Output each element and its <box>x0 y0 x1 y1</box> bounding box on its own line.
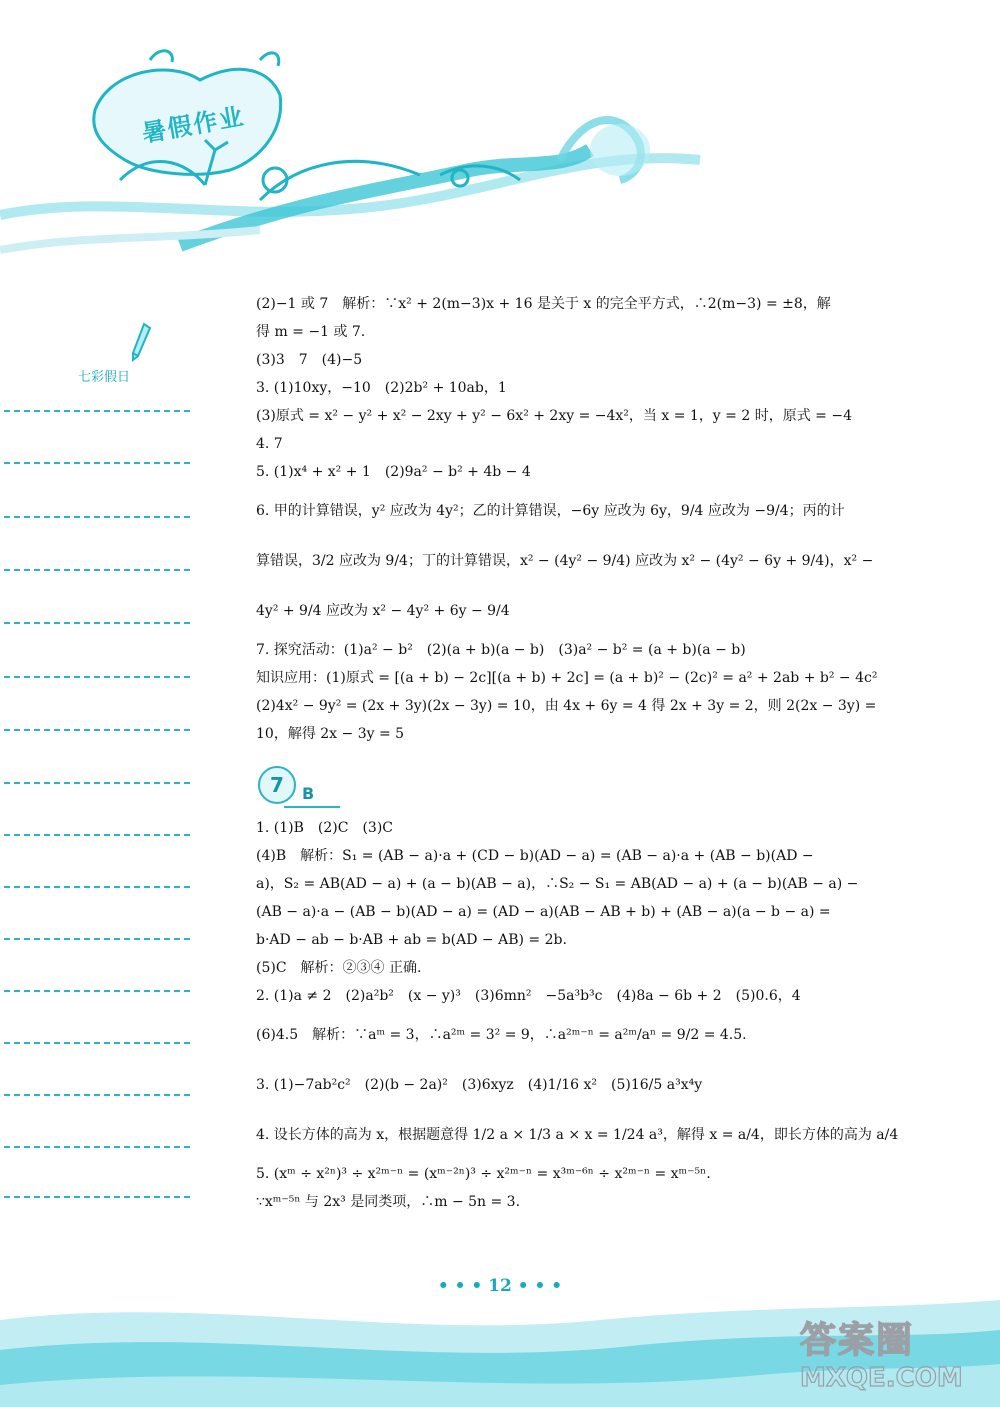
answer-line: (2)−1 或 7 解析：∵x² + 2(m−3)x + 16 是关于 x 的完全平方式，∴2(m−3) = ±8，解 <box>256 296 831 312</box>
answer-line: 6. 甲的计算错误，y² 应改为 4y²；乙的计算错误，−6y 应改为 6y，9/4 应改为 −9/4；丙的计 <box>256 503 845 519</box>
writing-line <box>4 1094 190 1096</box>
pen-icon <box>130 322 152 362</box>
writing-line <box>4 1146 190 1148</box>
writing-line <box>4 622 190 624</box>
writing-line <box>4 516 190 518</box>
answer-line: 4. 设长方体的高为 x，根据题意得 1/2 a × 1/3 a × x = 1/24 a³，解得 x = a/4，即长方体的高为 a/4 <box>256 1127 899 1143</box>
sidebar-label: 七彩假日 <box>78 370 131 385</box>
answer-line: 1. (1)B (2)C (3)C <box>256 820 394 836</box>
answer-line: (4)B 解析：S₁ = (AB − a)·a + (CD − b)(AD − a) = (AB − a)·a + (AB − b)(AD − <box>256 848 814 864</box>
watermark-top: 答案圈 <box>800 1320 915 1361</box>
answer-line: (AB − a)·a − (AB − b)(AD − a) = (AD − a)(AB − AB + b) + (AB − a)(a − b − a) = <box>256 904 831 920</box>
writing-line <box>4 1042 190 1044</box>
answer-line: ∵xᵐ⁻⁵ⁿ 与 2x³ 是同类项，∴m − 5n = 3. <box>256 1194 521 1210</box>
answer-line: 算错误，3/2 应改为 9/4；丁的计算错误，x² − (4y² − 9/4) 应改为 x² − (4y² − 6y + 9/4)，x² − <box>256 553 874 569</box>
answer-line: 4y² + 9/4 应改为 x² − 4y² + 6y − 9/4 <box>256 603 510 619</box>
answer-line: (5)C 解析：②③④ 正确. <box>256 960 422 976</box>
badge-title: 暑假作业 <box>139 101 248 148</box>
answer-line: 3. (1)10xy，−10 (2)2b² + 10ab，1 <box>256 380 507 396</box>
writing-line <box>4 410 190 412</box>
writing-line <box>4 729 190 731</box>
answer-line: 5. (xᵐ ÷ x²ⁿ)³ ÷ x²ᵐ⁻ⁿ = (xᵐ⁻²ⁿ)³ ÷ x²ᵐ⁻ⁿ = x³ᵐ⁻⁶ⁿ ÷ x²ᵐ⁻ⁿ = xᵐ⁻⁵ⁿ. <box>256 1166 711 1182</box>
answer-line: 知识应用：(1)原式 = [(a + b) − 2c][(a + b) + 2c] = (a + b)² − (2c)² = a² + 2ab + b² − 4c² <box>256 670 878 686</box>
section-underline <box>284 806 340 808</box>
page-number: • • • 12 • • • <box>437 1276 563 1296</box>
answer-line: 4. 7 <box>256 436 283 452</box>
writing-line <box>4 834 190 836</box>
section-letter: B <box>302 784 315 803</box>
writing-line <box>4 938 190 940</box>
section-header <box>258 764 338 808</box>
watermark-logo <box>800 1312 990 1402</box>
section-number: 7 <box>258 766 296 804</box>
watermark-bottom: MXQE.COM <box>800 1363 963 1393</box>
answer-line: a)，S₂ = AB(AD − a) + (a − b)(AB − a)，∴S₂ − S₁ = AB(AD − a) + (a − b)(AB − a) − <box>256 876 859 892</box>
writing-line <box>4 569 190 571</box>
answer-line: b·AD − ab − b·AB + ab = b(AD − AB) = 2b. <box>256 932 567 948</box>
answer-line: 3. (1)−7ab²c² (2)(b − 2a)² (3)6xyz (4)1/16 x² (5)16/5 a³x⁴y <box>256 1077 703 1093</box>
answer-line: (3)3 7 (4)−5 <box>256 352 363 368</box>
writing-line <box>4 676 190 678</box>
answer-line: 2. (1)a ≠ 2 (2)a²b² (x − y)³ (3)6mn² −5a³b³c (4)8a − 6b + 2 (5)0.6，4 <box>256 988 801 1004</box>
answer-line: (6)4.5 解析：∵aᵐ = 3，∴a²ᵐ = 3² = 9，∴a²ᵐ⁻ⁿ = a²ᵐ/aⁿ = 9/2 = 4.5. <box>256 1027 747 1043</box>
answers-top <box>256 290 886 748</box>
writing-line <box>4 990 190 992</box>
answer-line: (2)4x² − 9y² = (2x + 3y)(2x − 3y) = 10，由 4x + 6y = 4 得 2x + 3y = 2，则 2(2x − 3y) = <box>256 698 877 714</box>
answer-line: 10，解得 2x − 3y = 5 <box>256 726 405 742</box>
writing-line <box>4 1196 190 1198</box>
writing-line <box>4 462 190 464</box>
answer-line: (3)原式 = x² − y² + x² − 2xy + y² − 6x² + 2xy = −4x²，当 x = 1，y = 2 时，原式 = −4 <box>256 408 852 424</box>
answers-bottom <box>256 814 899 1216</box>
writing-line <box>4 782 190 784</box>
answer-line: 5. (1)x⁴ + x² + 1 (2)9a² − b² + 4b − 4 <box>256 464 531 480</box>
answer-line: 得 m = −1 或 7. <box>256 324 366 340</box>
writing-line <box>4 886 190 888</box>
answer-line: 7. 探究活动：(1)a² − b² (2)(a + b)(a − b) (3)a² − b² = (a + b)(a − b) <box>256 642 746 658</box>
